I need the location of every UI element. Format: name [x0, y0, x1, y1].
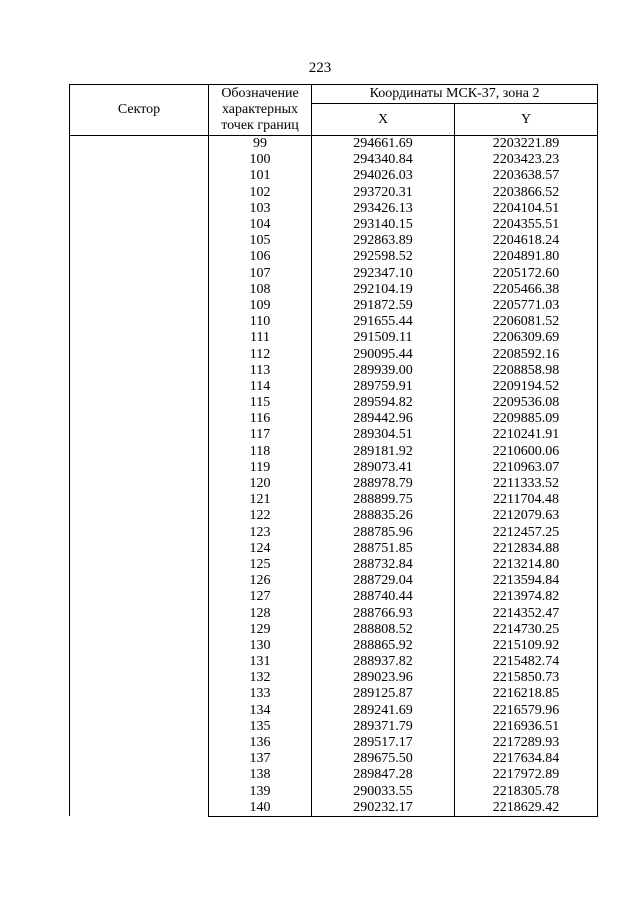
x-cell: 289442.96	[312, 411, 455, 427]
point-header: Обозначение характерных точек границ	[209, 85, 312, 136]
x-cell: 288766.93	[312, 605, 455, 621]
x-cell: 289517.17	[312, 735, 455, 751]
table-body	[70, 136, 598, 817]
y-cell: 2206081.52	[455, 314, 598, 330]
coordinates-header: Координаты МСК-37, зона 2	[312, 85, 598, 104]
x-cell: 290232.17	[312, 800, 455, 817]
point-cell: 130	[209, 638, 312, 654]
x-cell: 289304.51	[312, 427, 455, 443]
point-cell: 126	[209, 573, 312, 589]
y-cell: 2203221.89	[455, 136, 598, 153]
x-cell: 294340.84	[312, 152, 455, 168]
y-cell: 2212079.63	[455, 508, 598, 524]
y-cell: 2215109.92	[455, 638, 598, 654]
x-cell: 288978.79	[312, 476, 455, 492]
x-cell: 289759.91	[312, 379, 455, 395]
x-cell: 291872.59	[312, 298, 455, 314]
point-cell: 110	[209, 314, 312, 330]
y-cell: 2204891.80	[455, 249, 598, 265]
point-cell: 136	[209, 735, 312, 751]
x-cell: 288835.26	[312, 508, 455, 524]
table-row	[70, 136, 598, 153]
y-cell: 2216579.96	[455, 703, 598, 719]
point-cell: 106	[209, 249, 312, 265]
point-cell: 115	[209, 395, 312, 411]
y-cell: 2213594.84	[455, 573, 598, 589]
point-cell: 103	[209, 201, 312, 217]
page-number: 223	[308, 60, 332, 76]
x-cell: 293426.13	[312, 201, 455, 217]
x-cell: 288937.82	[312, 654, 455, 670]
y-cell: 2217289.93	[455, 735, 598, 751]
point-cell: 108	[209, 282, 312, 298]
point-cell: 132	[209, 670, 312, 686]
y-cell: 2216218.85	[455, 686, 598, 702]
point-cell: 116	[209, 411, 312, 427]
point-cell: 129	[209, 622, 312, 638]
point-cell: 107	[209, 266, 312, 282]
point-cell: 109	[209, 298, 312, 314]
point-cell: 131	[209, 654, 312, 670]
x-cell: 289594.82	[312, 395, 455, 411]
y-cell: 2206309.69	[455, 330, 598, 346]
y-cell: 2218305.78	[455, 784, 598, 800]
x-cell: 288740.44	[312, 589, 455, 605]
sector-cell	[70, 136, 209, 817]
y-cell: 2205172.60	[455, 266, 598, 282]
point-cell: 105	[209, 233, 312, 249]
y-cell: 2210600.06	[455, 444, 598, 460]
y-cell: 2204104.51	[455, 201, 598, 217]
y-cell: 2211704.48	[455, 492, 598, 508]
y-cell: 2217972.89	[455, 767, 598, 783]
x-cell: 292347.10	[312, 266, 455, 282]
x-cell: 292598.52	[312, 249, 455, 265]
y-cell: 2203866.52	[455, 185, 598, 201]
y-cell: 2209194.52	[455, 379, 598, 395]
point-cell: 101	[209, 168, 312, 184]
y-cell: 2215850.73	[455, 670, 598, 686]
x-cell: 293140.15	[312, 217, 455, 233]
y-cell: 2218629.42	[455, 800, 598, 817]
y-cell: 2215482.74	[455, 654, 598, 670]
coordinates-table	[69, 84, 598, 817]
x-cell: 288865.92	[312, 638, 455, 654]
y-cell: 2209536.08	[455, 395, 598, 411]
x-cell: 294661.69	[312, 136, 455, 153]
x-cell: 289181.92	[312, 444, 455, 460]
x-cell: 288785.96	[312, 525, 455, 541]
header-row-1	[70, 85, 598, 104]
point-cell: 121	[209, 492, 312, 508]
sector-header: Сектор	[70, 85, 209, 136]
point-cell: 127	[209, 589, 312, 605]
y-cell: 2211333.52	[455, 476, 598, 492]
point-cell: 128	[209, 605, 312, 621]
point-cell: 111	[209, 330, 312, 346]
x-header: X	[312, 104, 455, 136]
y-cell: 2213214.80	[455, 557, 598, 573]
x-cell: 288732.84	[312, 557, 455, 573]
point-cell: 122	[209, 508, 312, 524]
point-cell: 139	[209, 784, 312, 800]
x-cell: 293720.31	[312, 185, 455, 201]
x-cell: 292104.19	[312, 282, 455, 298]
x-cell: 290033.55	[312, 784, 455, 800]
point-cell: 124	[209, 541, 312, 557]
x-cell: 288729.04	[312, 573, 455, 589]
x-cell: 289847.28	[312, 767, 455, 783]
y-cell: 2213974.82	[455, 589, 598, 605]
y-cell: 2205771.03	[455, 298, 598, 314]
x-cell: 289125.87	[312, 686, 455, 702]
point-cell: 113	[209, 363, 312, 379]
point-cell: 119	[209, 460, 312, 476]
y-cell: 2210241.91	[455, 427, 598, 443]
y-cell: 2217634.84	[455, 751, 598, 767]
y-cell: 2214730.25	[455, 622, 598, 638]
point-cell: 135	[209, 719, 312, 735]
point-cell: 138	[209, 767, 312, 783]
x-cell: 289939.00	[312, 363, 455, 379]
x-cell: 289675.50	[312, 751, 455, 767]
x-cell: 290095.44	[312, 346, 455, 362]
y-cell: 2214352.47	[455, 605, 598, 621]
x-cell: 289371.79	[312, 719, 455, 735]
point-cell: 99	[209, 136, 312, 153]
point-cell: 120	[209, 476, 312, 492]
point-cell: 117	[209, 427, 312, 443]
point-cell: 104	[209, 217, 312, 233]
point-cell: 114	[209, 379, 312, 395]
y-cell: 2205466.38	[455, 282, 598, 298]
point-cell: 133	[209, 686, 312, 702]
y-cell: 2209885.09	[455, 411, 598, 427]
point-cell: 137	[209, 751, 312, 767]
point-cell: 118	[209, 444, 312, 460]
x-cell: 292863.89	[312, 233, 455, 249]
y-cell: 2208858.98	[455, 363, 598, 379]
y-cell: 2204355.51	[455, 217, 598, 233]
point-cell: 100	[209, 152, 312, 168]
x-cell: 289241.69	[312, 703, 455, 719]
point-cell: 125	[209, 557, 312, 573]
y-cell: 2210963.07	[455, 460, 598, 476]
y-cell: 2212834.88	[455, 541, 598, 557]
x-cell: 288899.75	[312, 492, 455, 508]
point-cell: 123	[209, 525, 312, 541]
y-header: Y	[455, 104, 598, 136]
x-cell: 288751.85	[312, 541, 455, 557]
y-cell: 2204618.24	[455, 233, 598, 249]
x-cell: 291509.11	[312, 330, 455, 346]
x-cell: 291655.44	[312, 314, 455, 330]
y-cell: 2212457.25	[455, 525, 598, 541]
x-cell: 289023.96	[312, 670, 455, 686]
y-cell: 2208592.16	[455, 346, 598, 362]
x-cell: 294026.03	[312, 168, 455, 184]
point-cell: 102	[209, 185, 312, 201]
point-cell: 134	[209, 703, 312, 719]
point-cell: 140	[209, 800, 312, 817]
x-cell: 288808.52	[312, 622, 455, 638]
y-cell: 2216936.51	[455, 719, 598, 735]
y-cell: 2203638.57	[455, 168, 598, 184]
y-cell: 2203423.23	[455, 152, 598, 168]
point-cell: 112	[209, 346, 312, 362]
x-cell: 289073.41	[312, 460, 455, 476]
